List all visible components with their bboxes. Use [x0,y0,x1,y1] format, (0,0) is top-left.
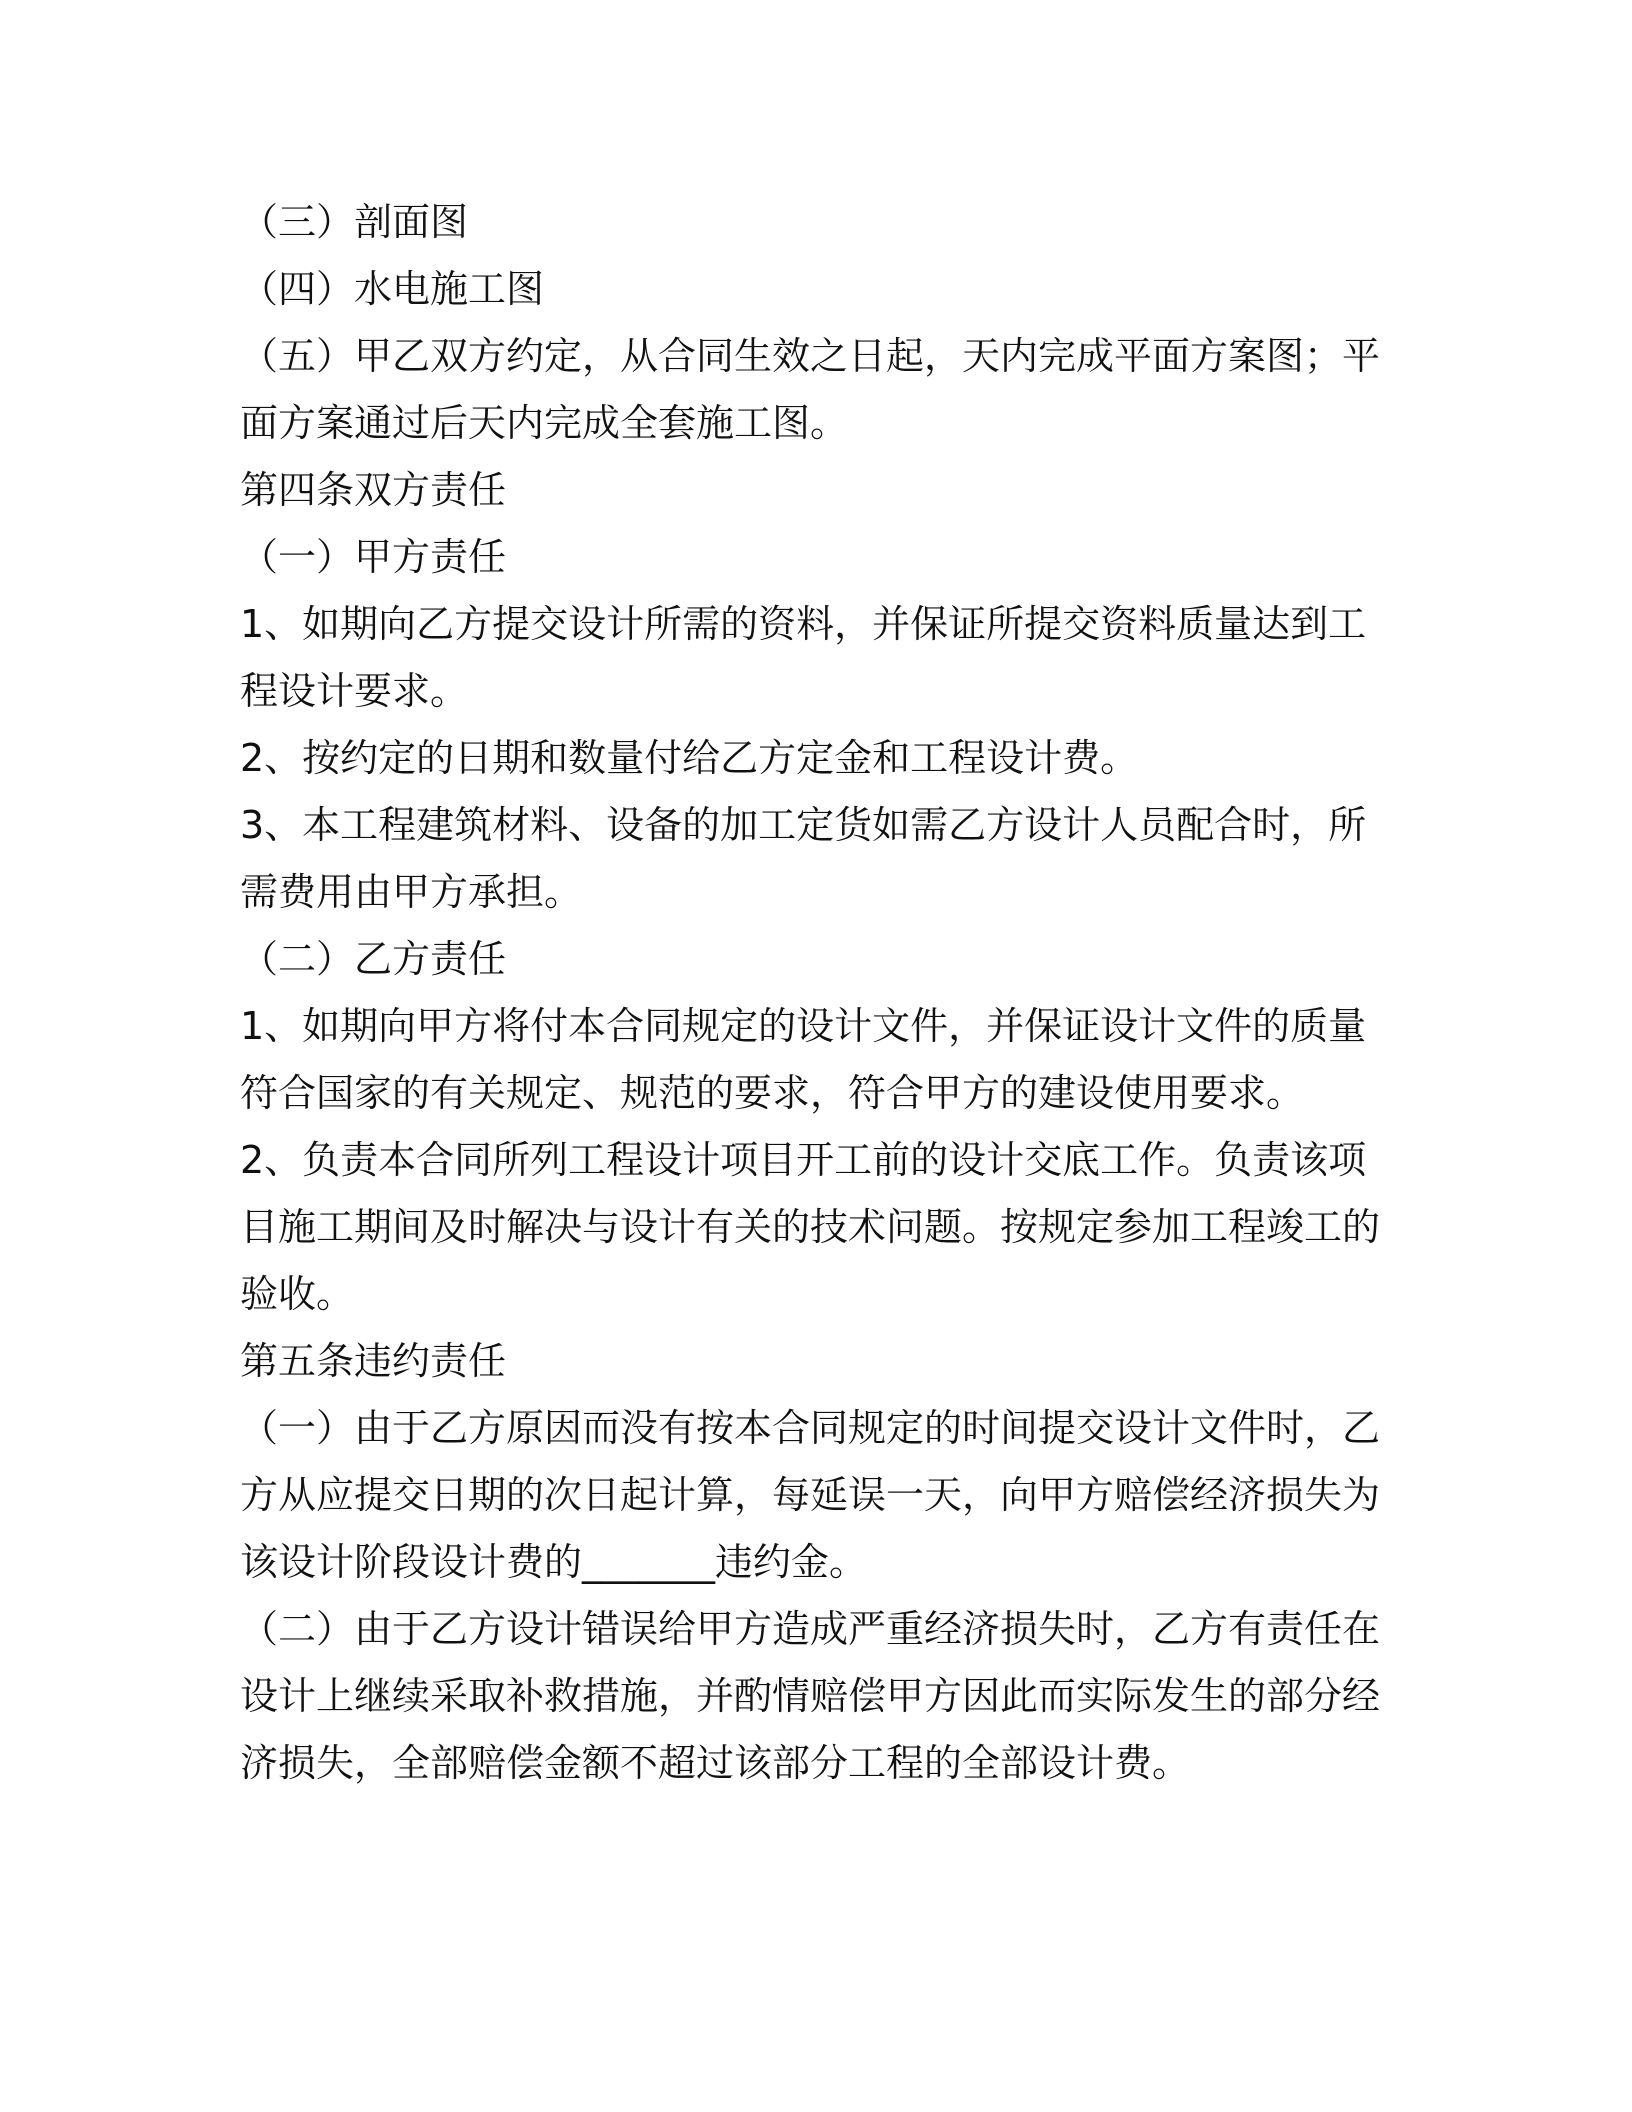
document-body [240,189,1380,1797]
party-a-responsibility-heading: （一）甲方责任 [240,535,507,579]
item-section-drawings: （三）剖面图 [240,200,469,244]
party-b-responsibility-heading: （二）乙方责任 [240,937,507,981]
party-a-clause-3: 3、本工程建筑材料、设备的加工定货如需乙方设计人员配合时，所需费用由甲方承担。 [240,803,1367,914]
party-a-clause-1: 1、如期向乙方提交设计所需的资料，并保证所提交资料质量达到工程设计要求。 [240,602,1367,713]
breach-clause-1: （一）由于乙方原因而没有按本合同规定的时间提交设计文件时，乙方从应提交日期的次日起计算，每延误一天，向甲方赔偿经济损失为该设计阶段设计费的_______违约金。 [240,1406,1381,1584]
party-b-clause-1: 1、如期向甲方将付本合同规定的设计文件，并保证设计文件的质量符合国家的有关规定、规范的要求，符合甲方的建设使用要求。 [240,1004,1367,1115]
party-a-clause-2: 2、按约定的日期和数量付给乙方定金和工程设计费。 [240,736,1139,780]
party-b-clause-2: 2、负责本合同所列工程设计项目开工前的设计交底工作。负责该项目施工期间及时解决与设计有关的技术问题。按规定参加工程竣工的验收。 [240,1138,1381,1316]
article-5-heading: 第五条违约责任 [240,1339,507,1383]
article-4-heading: 第四条双方责任 [240,468,507,512]
item-plumbing-electrical-drawings: （四）水电施工图 [240,267,545,311]
breach-clause-2: （二）由于乙方设计错误给甲方造成严重经济损失时，乙方有责任在设计上继续采取补救措施，并酌情赔偿甲方因此而实际发生的部分经济损失，全部赔偿金额不超过该部分工程的全部设计费。 [240,1607,1381,1785]
item-schedule-agreement: （五）甲乙双方约定，从合同生效之日起，天内完成平面方案图；平面方案通过后天内完成全套施工图。 [240,334,1381,445]
